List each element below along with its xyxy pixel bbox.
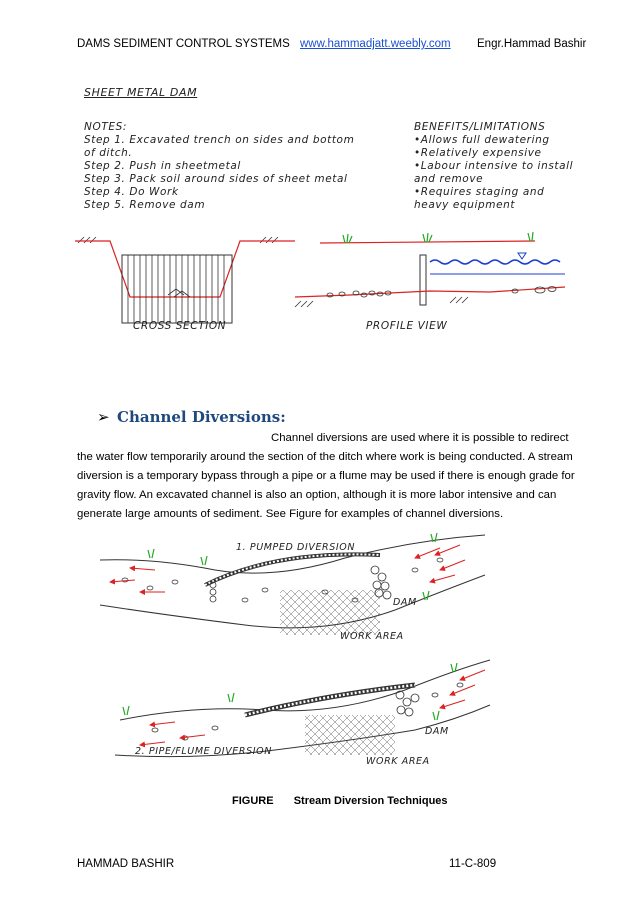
dam-label-1: DAM [393,597,417,608]
caption-label: FIGURE [232,795,274,807]
cross-section-label: CROSS SECTION [133,320,227,332]
paragraph-line: Channel diversions are used where it is possible to redirect [271,432,569,444]
profile-view-drawing [290,225,570,320]
caption-text: Stream Diversion Techniques [293,795,448,807]
benefits-line: •Requires staging and [414,186,545,198]
notes-line: Step 1. Excavated trench on sides and bottom [84,134,355,146]
paragraph-line: the water flow temporarily around the section of the ditch where work is being conducted. A stream [77,451,573,463]
benefits-line: and remove [414,173,484,185]
footer-author: HAMMAD BASHIR [77,858,175,870]
header-website-link[interactable]: www.hammadjatt.weebly.com [300,38,451,50]
header-title: DAMS SEDIMENT CONTROL SYSTEMS [77,38,290,50]
figure-caption [232,795,448,807]
work-area-label-1: WORK AREA [340,631,404,642]
header-author: Engr.Hammad Bashir [477,38,587,50]
notes-line: of ditch. [84,147,133,159]
benefits-line: •Allows full dewatering [414,134,550,146]
notes-line: Step 4. Do Work [84,186,179,198]
benefits-line: •Labour intensive to install [414,160,574,172]
footer-id: 11-C-809 [449,858,497,870]
pumped-diversion-label: 1. PUMPED DIVERSION [236,542,356,553]
work-area-label-2: WORK AREA [366,756,430,767]
profile-view-label: PROFILE VIEW [366,320,448,332]
cross-section-drawing [70,225,300,325]
section-bullet: ➢ [97,409,110,426]
diversion-figure-drawing [95,530,495,780]
paragraph-line: gravity flow. An excavated channel is also an option, although it is more labor intensive and can [77,489,557,501]
dam-label-2: DAM [425,726,449,737]
notes-line: Step 3. Pack soil around sides of sheet metal [84,173,348,185]
pipe-flume-diversion-label: 2. PIPE/FLUME DIVERSION [135,746,272,757]
notes-line: Step 2. Push in sheetmetal [84,160,241,172]
section-heading: Channel Diversions: [117,408,286,426]
paragraph-line: diversion is a temporary bypass through a pipe or a flume may be used if there is enough grade for [77,470,575,482]
benefits-line: heavy equipment [414,199,516,211]
paragraph-line: generate large amounts of sediment. See Figure for examples of channel diversions. [77,508,504,520]
notes-line: Step 5. Remove dam [84,199,206,211]
benefits-line: BENEFITS/LIMITATIONS [414,121,546,133]
notes-line: NOTES: [84,121,127,133]
figure-title: SHEET METAL DAM [84,86,198,99]
benefits-line: •Relatively expensive [414,147,542,159]
